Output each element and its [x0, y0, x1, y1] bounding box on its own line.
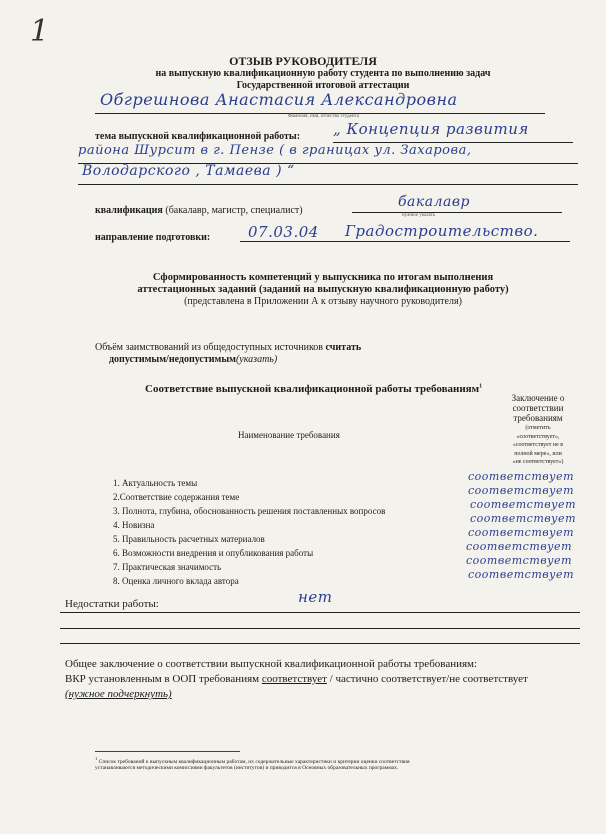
qualification-line	[352, 212, 562, 213]
direction-name: Градостроительство.	[345, 222, 539, 240]
qualification-row	[95, 205, 303, 216]
requirement-verdict: соответствует	[470, 512, 576, 525]
general-conclusion-line-1: Общее заключение о соответствии выпускной квалификационной работы требованиям:	[65, 658, 478, 670]
conclusion-line: соответствии	[512, 403, 564, 413]
conclusion-note-line: «не соответствует»)	[512, 459, 564, 465]
requirement-item: 4. Новизна	[113, 520, 155, 530]
shortcomings-label: Недостатки работы:	[65, 598, 159, 610]
general-conclusion-prefix: ВКР установленным в ООП требованиям	[65, 673, 262, 685]
general-conclusion-selected: соответствует	[261, 673, 327, 685]
requirement-verdict: соответствует	[468, 526, 574, 539]
requirement-verdict: соответствует	[468, 484, 574, 497]
qualification-options: (бакалавр, магистр, специалист)	[165, 205, 303, 216]
conclusion-note-line: «соответствует не в	[512, 442, 564, 448]
conclusion-line: Заключение о	[511, 393, 565, 403]
topic-line-3-rule	[78, 184, 578, 185]
borrowing-line-1	[95, 342, 361, 353]
requirement-item: 7. Практическая значимость	[113, 562, 222, 572]
general-conclusion-rest: / частично соответствует/не соответствует	[326, 673, 528, 685]
shortcomings-value: нет	[298, 588, 333, 606]
topic-line-3: Володарского , Тамаева ) “	[82, 163, 295, 179]
shortcomings-line-1	[60, 612, 580, 613]
student-name: Обгрешнова Анастасия Александровна	[100, 90, 458, 109]
requirement-item: 8. Оценка личного вклада автора	[113, 576, 239, 586]
requirement-item: 6. Возможности внедрения и опубликования работы	[113, 548, 314, 558]
conclusion-note-line: полной мере», или	[514, 450, 562, 457]
direction-label: направление подготовки:	[95, 232, 211, 243]
footnote-separator	[95, 751, 240, 752]
borrowing-bold-2: допустимым/недопустимым	[109, 354, 236, 365]
requirement-item: 2.Соответствие содержания теме	[113, 492, 240, 502]
compliance-footnote-mark: 1	[479, 383, 483, 390]
student-name-caption: Фамилия, имя, отчество студента	[288, 114, 360, 119]
competence-line-1: Сформированность компетенций у выпускника по итогам выполнения	[152, 272, 494, 283]
direction-code: 07.03.04	[248, 223, 319, 241]
requirement-item: 5. Правильность расчетных материалов	[113, 534, 265, 544]
footnote-line-2: устанавливаются методическими комиссиями факультетов (институтов) и приводится в Основных образовательных программах.	[95, 765, 399, 771]
conclusion-line: требованиям	[513, 413, 563, 423]
page-number-mark: 1	[30, 14, 50, 49]
topic-label: тема выпускной квалификационной работы:	[95, 131, 301, 142]
document-subtitle-1: на выпускную квалификационную работу студента по выполнению задач	[155, 68, 491, 79]
requirement-verdict: соответствует	[470, 498, 576, 511]
borrowing-bold-1: считать	[325, 342, 362, 353]
footnote-text-1: Список требований к выпускным квалификационным работам, их содержательные характеристики и критерии оценки соответствия	[98, 758, 410, 765]
requirement-verdict: соответствует	[468, 568, 574, 581]
borrowing-prefix: Объём заимствований из общедоступных источников	[95, 342, 326, 353]
qualification-value: бакалавр	[398, 194, 470, 210]
requirement-item: 1. Актуальность темы	[113, 478, 198, 488]
conclusion-note-line: (отметить	[525, 425, 551, 431]
requirement-verdict: соответствует	[468, 470, 574, 483]
conclusion-note-line: «соответствует»,	[516, 433, 560, 440]
general-conclusion-note: (нужное подчеркнуть)	[65, 688, 172, 700]
document-subtitle-2: Государственной итоговой аттестации	[236, 80, 410, 91]
document-title: ОТЗЫВ РУКОВОДИТЕЛЯ	[229, 54, 377, 68]
shortcomings-line-3	[60, 643, 580, 644]
topic-line-1: „ Концепция развития	[333, 120, 529, 138]
conclusion-note	[500, 424, 576, 467]
borrowing-line-2	[109, 354, 277, 365]
shortcomings-line-2	[60, 628, 580, 629]
requirement-verdict: соответствует	[466, 554, 572, 567]
conclusion-header	[503, 393, 573, 423]
borrowing-note: (указать)	[235, 354, 278, 365]
competence-line-2: аттестационных заданий (заданий на выпускную квалификационную работу)	[137, 284, 509, 295]
requirement-verdict: соответствует	[466, 540, 572, 553]
requirement-column-header: Наименование требования	[238, 430, 340, 440]
compliance-heading	[145, 383, 482, 395]
compliance-heading-text: Соответствие выпускной квалификационной работы требованиям	[145, 383, 480, 395]
competence-line-3: (представлена в Приложении А к отзыву научного руководителя)	[184, 296, 462, 307]
general-conclusion-line-2	[65, 673, 528, 685]
footnote-mark: 1	[95, 756, 98, 761]
direction-line	[240, 241, 570, 242]
qualification-label: квалификация	[95, 205, 163, 216]
topic-line-2: района Шурсит в г. Пензе ( в границах ул. Захарова,	[78, 143, 472, 158]
qualification-caption: нужное указать	[402, 213, 435, 218]
footnote-line-1	[95, 756, 410, 765]
requirement-item: 3. Полнота, глубина, обоснованность решения поставленных вопросов	[113, 506, 386, 516]
